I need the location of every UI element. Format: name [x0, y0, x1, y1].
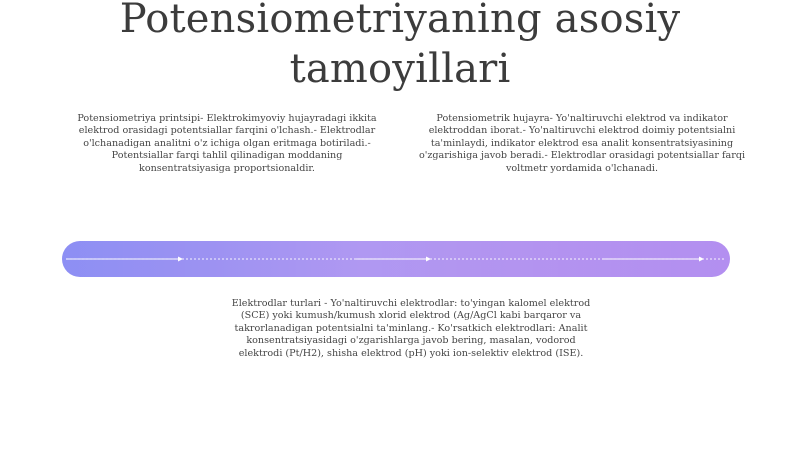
arrow-icon-2 [426, 257, 431, 262]
principle-text: Potensiometriya printsipi- Elektrokimyoviy hujayradagi ikkita elektrod orasidagi potentsiallar farqini o'lchash.- Elektrodlar o'lchanadigan analitni o'z ichiga olgan eritmaga botiriladi.- Potentsiallar farqi tahlil qilinadigan moddaning konsentratsiyasiga proportsionaldir. [77, 113, 377, 174]
cell-text: Potensiometrik hujayra- Yo'naltiruvchi elektrod va indikator elektroddan iborat.- Yo'naltiruvchi elektrod doimiy potentsialni ta'minlaydi, indikator elektrod esa analit konsentratsiyasining o'zgarishiga javob beradi.- Elektrodlar orasidagi potentsiallar farqi voltmetr yordamida o'lchanadi. [418, 113, 746, 174]
electrode-types-text: Elektrodlar turlari - Yo'naltiruvchi elektrodlar: to'yingan kalomel elektrod (SCE) yoki kumush/kumush xlorid elektrod (Ag/AgCl kabi barqaror va takrorlanadigan potentsialni ta'minlang.- Ko'rsatkich elektrodlari: Analit konsentratsiyasidagi o'zgarishlarga javob bering, masalan, vodorod elektrodi (Pt/H2), shisha elektrod (pH) yoki ion-selektiv elektrod (ISE). [231, 298, 591, 359]
timeline-bar [62, 241, 730, 277]
arrow-icon-1 [178, 257, 183, 262]
arrow-icon-3 [699, 257, 704, 262]
page-title: Potensiometriyaning asosiy tamoyillari [119, 0, 681, 92]
timeline-track [62, 241, 730, 277]
